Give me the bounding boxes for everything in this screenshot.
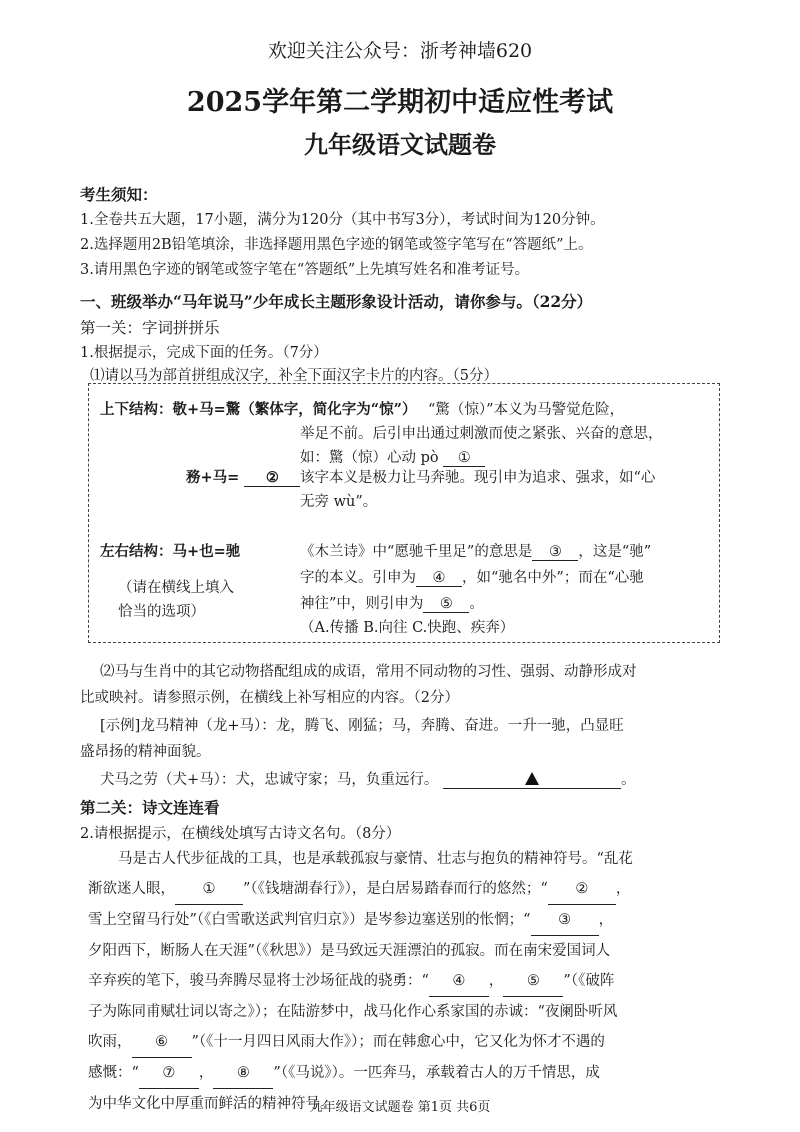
passage-text: 雪上空留马行处”（《白雪歌送武判官归京》）是岑参边塞送别的怅惘；“ xyxy=(88,912,531,928)
card-desc: ，这是“驰” xyxy=(578,544,652,560)
passage-line xyxy=(88,936,728,966)
passage-line xyxy=(88,1027,728,1058)
passage-line xyxy=(88,874,728,905)
blank-3[interactable]: ③ xyxy=(532,544,578,561)
passage-line xyxy=(88,905,728,936)
blank-p5[interactable]: ⑤ xyxy=(503,966,563,997)
card-structure-2: 左右结构：马+也=驰 xyxy=(100,543,241,560)
passage-text: ”（《破阵 xyxy=(563,973,615,989)
blank-p8[interactable]: ⑧ xyxy=(213,1058,273,1089)
example: 盛昂扬的精神面貌。 xyxy=(80,744,211,760)
quanma-end: 。 xyxy=(621,772,636,788)
passage-line xyxy=(88,1058,728,1089)
example: [示例]龙马精神（龙+马）：龙，腾飞、刚猛；马，奔腾、奋进。一升一驰，凸显旺 xyxy=(100,718,624,734)
question-1a: ⑴请以马为部首拼组成汉字，补全下面汉字卡片的内容。（5分） xyxy=(90,368,498,384)
card-desc: 神往”中，则引申为 xyxy=(300,596,424,612)
passage-text: 渐欲迷人眼， xyxy=(88,881,175,897)
notice-item: 1.全卷共五大题，17小题，满分为120分（其中书写3分），考试时间为120分钟。 xyxy=(80,212,605,228)
passage xyxy=(88,844,728,1119)
card-desc: 字的本义。引申为 xyxy=(300,570,416,586)
blank-5[interactable]: ⑤ xyxy=(423,596,469,613)
exam-subtitle: 九年级语文试题卷 xyxy=(304,130,496,159)
card-desc: 《木兰诗》中“愿驰千里足”的意思是 xyxy=(300,544,533,560)
blank-p4[interactable]: ④ xyxy=(429,966,489,997)
card-desc: 。 xyxy=(469,596,484,612)
card-structure-1: 上下结构：敬+马=驚（繁体字，简化字为“惊”） xyxy=(100,401,417,418)
card-hint: 恰当的选项） xyxy=(118,604,205,620)
card-desc: “驚（惊）”本义为马警觉危险， xyxy=(428,402,625,418)
level-heading: 第一关：字词拼拼乐 xyxy=(80,319,220,337)
blank-p2[interactable]: ② xyxy=(548,874,616,905)
passage-text: 为中华文化中厚重而鲜活的精神符号。 xyxy=(88,1096,335,1112)
passage-line xyxy=(88,844,728,874)
passage-text: 子为陈同甫赋壮词以寄之》）；在陆游梦中，战马化作心系家国的赤诚：“夜阑卧听风 xyxy=(88,1004,618,1020)
question-1b: ⑵马与生肖中的其它动物搭配组成的成语，常用不同动物的习性、强弱、动静形成对 xyxy=(100,664,637,680)
blank-4[interactable]: ④ xyxy=(416,570,462,587)
passage-text: ”（《马说》）。一匹奔马，承载着古人的万千情思，成 xyxy=(273,1065,600,1081)
card-desc: 该字本义是极力让马奔驰。现引申为追求、强求，如“心 xyxy=(300,470,656,486)
blank-p3[interactable]: ③ xyxy=(531,905,599,936)
triangle-icon xyxy=(525,772,539,785)
page-footer: 九年级语文试题卷 第1页 共6页 xyxy=(309,1100,491,1115)
notice-heading: 考生须知： xyxy=(80,185,158,204)
passage-text: ， xyxy=(198,1065,214,1081)
card-wu-label: 務+马= xyxy=(186,469,240,486)
question-1b: 比或映衬。请参照示例，在横线上补写相应的内容。（2分） xyxy=(80,690,459,706)
passage-text: 辛弃疾的笔下，骏马奔腾尽显将士沙场征战的骁勇：“ xyxy=(88,973,429,989)
answer-line[interactable] xyxy=(443,772,621,789)
passage-text: ”（《钱塘湖春行》），是白居易踏春而行的悠然；“ xyxy=(243,881,548,897)
level-heading: 第二关：诗文连连看 xyxy=(80,798,220,817)
card-desc: 如：驚（惊）心动 pò xyxy=(300,450,439,466)
passage-text: 吹雨， xyxy=(88,1034,132,1050)
blank-p1[interactable]: ① xyxy=(175,874,243,905)
card-desc: 无旁 wù”。 xyxy=(300,494,378,510)
notice-item: 3.请用黑色字迹的钢笔或签字笔在“答题纸”上先填写姓名和准考证号。 xyxy=(80,262,530,278)
section-heading: 一、班级举办“马年说马”少年成长主题形象设计活动，请你参与。（22分） xyxy=(80,292,593,311)
card-desc: ，如“驰名中外”；而在“心驰 xyxy=(462,570,644,586)
passage-text: ， xyxy=(598,912,614,928)
card-options: （A.传播 B.向往 C.快跑、疾奔） xyxy=(300,620,515,636)
card-hint: （请在横线上填入 xyxy=(118,580,234,596)
passage-text: ”（《十一月四日风雨大作》）；而在韩愈心中，它又化为怀才不遇的 xyxy=(191,1034,605,1050)
quanma-text: 犬马之劳（犬+马）：犬，忠诚守家；马，负重远行。 xyxy=(100,772,439,788)
passage-line xyxy=(88,966,728,997)
passage-text: 夕阳西下，断肠人在天涯”（《秋思》）是马致远天涯漂泊的孤寂。而在南宋爱国词人 xyxy=(88,943,611,959)
exam-title: 2025学年第二学期初中适应性考试 xyxy=(186,87,614,118)
passage-text: 马是古人代步征战的工具，也是承载孤寂与豪情、壮志与抱负的精神符号。“乱花 xyxy=(118,851,633,867)
blank-2[interactable]: ② xyxy=(244,469,300,487)
passage-text: 感慨：“ xyxy=(88,1065,139,1081)
watermark: 欢迎关注公众号：浙考神墙620 xyxy=(267,40,533,62)
question-2: 2.请根据提示，在横线处填写古诗文名句。（8分） xyxy=(80,826,401,842)
passage-text: ， xyxy=(615,881,631,897)
question-1: 1.根据提示，完成下面的任务。（7分） xyxy=(80,345,328,361)
blank-1[interactable]: ① xyxy=(443,450,485,467)
card-desc: 举足不前。后引申出通过刺激而使之紧张、兴奋的意思， xyxy=(300,426,663,442)
passage-line xyxy=(88,997,728,1027)
blank-p7[interactable]: ⑦ xyxy=(139,1058,199,1089)
passage-text: ， xyxy=(488,973,504,989)
blank-p6[interactable]: ⑥ xyxy=(132,1027,192,1058)
notice-item: 2.选择题用2B铅笔填涂，非选择题用黑色字迹的钢笔或签字笔写在“答题纸”上。 xyxy=(80,237,593,253)
